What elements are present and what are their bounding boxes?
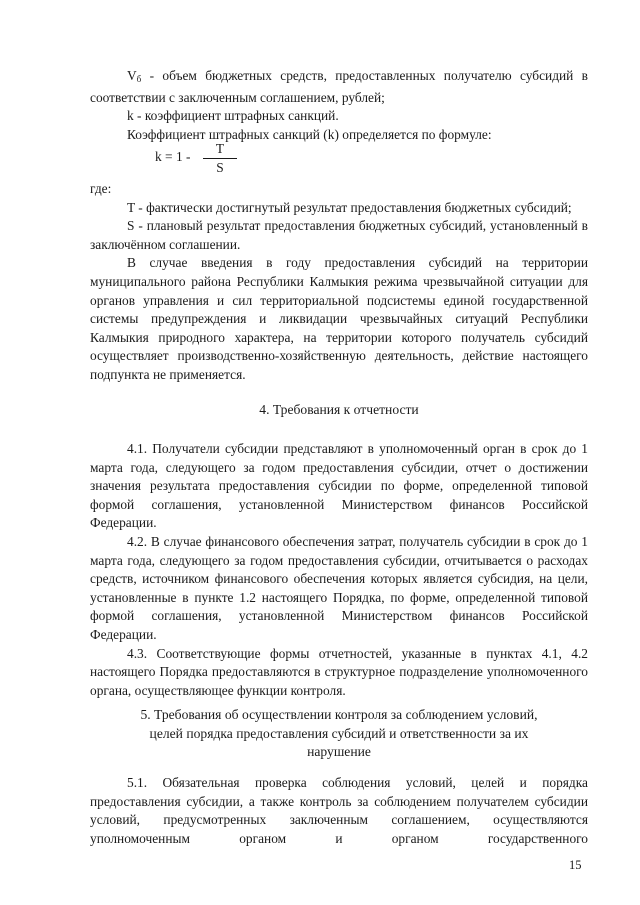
paragraph-where: где: bbox=[90, 181, 112, 196]
paragraph-v-definition bbox=[90, 67, 588, 107]
paragraph-k-definition: k - коэффициент штрафных санкций. bbox=[127, 108, 339, 124]
section-5-heading bbox=[90, 706, 588, 762]
formula-denominator: S bbox=[216, 160, 224, 175]
formula-lhs: k = 1 - bbox=[155, 149, 191, 164]
paragraph-emergency: В случае введения в году предоставления субсидий на территории муниципального района Республики Калмыкия режима чрезвычайной ситуации для органов управления и сил территориальной подсистемы единой государственной системы предупреждения и ликвидации чрезвычайных ситуаций Республики Калмыкия природного характера, на территории которого получатель субсидий осуществляет производственно-хозяйственную деятельность, действие настоящего подпункта не применяется. bbox=[90, 255, 588, 382]
definitions-bottom bbox=[90, 180, 588, 385]
v-definition-text: - объем бюджетных средств, предоставленных получателю субсидий в соответствии с заключенным соглашением, рублей; bbox=[90, 68, 588, 105]
fraction-bar bbox=[203, 158, 237, 159]
paragraph-4-3: 4.3. Соответствующие формы отчетностей, указанные в пунктах 4.1, 4.2 настоящего Порядка предоставляются в структурное подразделение уполномоченного органа, осуществляющее функции контроля. bbox=[90, 645, 588, 698]
paragraph-4-2: 4.2. В случае финансового обеспечения затрат, получатель субсидии в срок до 1 марта года, следующего за годом предоставления субсидии, отчитывается о расходах средств, источником финансового обеспечения которых является субсидия, на цели, установленные в пункте 1.2 настоящего Порядка, по форме, определенной типовой формой соглашения, установленной Министерством финансов Российской Федерации. bbox=[90, 533, 588, 642]
definitions-top bbox=[90, 67, 588, 144]
paragraph-t-definition: T - фактически достигнутый результат предоставления бюджетных субсидий; bbox=[127, 199, 572, 215]
formula-fraction bbox=[203, 141, 237, 176]
section-5-body bbox=[90, 774, 588, 848]
paragraph-formula-intro: Коэффициент штрафных санкций (k) определяется по формуле: bbox=[127, 126, 492, 142]
symbol-v: V bbox=[127, 68, 137, 83]
page-number: 15 bbox=[569, 858, 582, 872]
section-4-body bbox=[90, 440, 588, 700]
symbol-v-subscript: б bbox=[136, 74, 142, 84]
section-5-heading-line-3: нарушение bbox=[307, 744, 371, 760]
paragraph-5-1: 5.1. Обязательная проверка соблюдения условий, целей и порядка предоставления субсидии, а также контроль за соблюдением получателем субсидии условий, предусмотренных заключенным соглашением, осуществляются уполномоченным органом и органом государственного bbox=[90, 775, 588, 846]
paragraph-4-1: 4.1. Получатели субсидии представляют в уполномоченный орган в срок до 1 марта года, следующего за годом предоставления субсидии, отчет о достижении значения результата предоставления субсидии по форме, определенной типовой формой соглашения, установленной Министерством финансов Российской Федерации. bbox=[90, 441, 588, 531]
formula-numerator: T bbox=[215, 141, 225, 156]
section-4-heading: 4. Требования к отчетности bbox=[259, 402, 419, 417]
section-5-heading-line-2: целей порядка предоставления субсидий и ответственности за их bbox=[149, 725, 529, 741]
section-5-heading-line-1: 5. Требования об осуществлении контроля за соблюдением условий, bbox=[140, 707, 538, 722]
paragraph-s-definition: S - плановый результат предоставления бюджетных субсидий, установленный в заключённом соглашении. bbox=[90, 218, 588, 252]
